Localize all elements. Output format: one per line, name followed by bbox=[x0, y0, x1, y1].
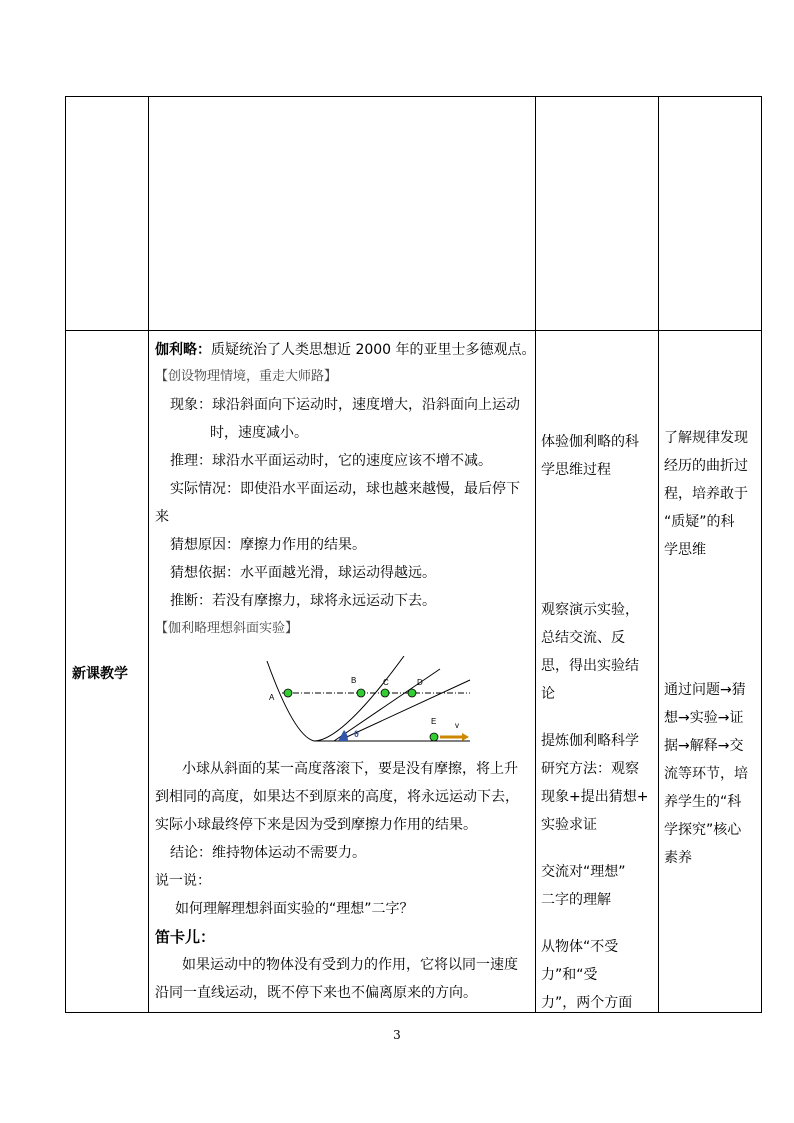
student-activity-text: 体验伽利略的科 bbox=[541, 434, 639, 450]
design-intent-text: 流等环节，培 bbox=[664, 766, 748, 782]
guess-cause-line: 猜想原因：摩擦力作用的结果。 bbox=[170, 537, 366, 553]
descartes-line-2: 沿同一直线运动，既不停下来也不偏离原来的方向。 bbox=[155, 985, 477, 1001]
design-intent-text: 了解规律发现 bbox=[664, 430, 748, 446]
column-divider bbox=[148, 97, 149, 1012]
steep-incline bbox=[314, 656, 404, 741]
phenomenon-line-2: 时，速度减小。 bbox=[210, 425, 308, 441]
label-c: C bbox=[383, 678, 389, 687]
student-activity-text: 实验求证 bbox=[541, 817, 597, 833]
page-number: 3 bbox=[393, 1028, 401, 1042]
column-divider bbox=[535, 97, 536, 1012]
design-intent-text: 经历的曲折过 bbox=[664, 458, 748, 474]
ball-c bbox=[381, 689, 389, 697]
label-theta: θ bbox=[354, 729, 359, 739]
ball-d bbox=[408, 689, 416, 697]
student-activity-text: 提炼伽利略科学 bbox=[541, 733, 639, 749]
design-intent-text: 学思维 bbox=[664, 542, 706, 558]
paragraph-line-2: 到相同的高度，如果达不到原来的高度，将永远运动下去， bbox=[155, 789, 519, 805]
descartes-line-1: 如果运动中的物体没有受到力的作用，它将以同一速度 bbox=[182, 957, 518, 973]
design-intent-text: 程，培养敢于 bbox=[664, 486, 748, 502]
conclusion-line: 结论：维持物体运动不需要力。 bbox=[170, 845, 366, 861]
label-b: B bbox=[351, 676, 357, 685]
design-intent-text: 通过问题→猜 bbox=[664, 682, 746, 698]
label-d: D bbox=[417, 678, 423, 687]
student-activity-text: 论 bbox=[541, 686, 555, 702]
say-question: 如何理解理想斜面实验的“理想”二字？ bbox=[175, 901, 414, 917]
student-activity-text: 观察演示实验， bbox=[541, 602, 639, 618]
column-divider bbox=[658, 97, 659, 1012]
section-label: 新课教学 bbox=[72, 666, 128, 682]
design-intent-text: “质疑”的科 bbox=[664, 514, 735, 530]
student-activity-text: 现象+提出猜想+ bbox=[541, 789, 649, 805]
angle-shading bbox=[338, 730, 348, 741]
student-activity-text: 学思维过程 bbox=[541, 462, 611, 478]
guess-basis-line: 猜想依据：水平面越光滑，球运动得越远。 bbox=[170, 565, 436, 581]
student-activity-text: 总结交流、反 bbox=[541, 630, 625, 646]
design-intent-text: 据→解释→交 bbox=[664, 738, 744, 754]
actual-line-1: 实际情况：即使沿水平面运动，球也越来越慢，最后停下 bbox=[170, 481, 520, 497]
section-bracket-heading: 【伽利略理想斜面实验】 bbox=[155, 621, 299, 636]
student-activity-text: 研究方法：观察 bbox=[541, 761, 639, 777]
section-bracket-heading: 【创设物理情境，重走大师路】 bbox=[155, 369, 338, 384]
galileo-label: 伽利略： bbox=[155, 342, 211, 358]
phenomenon-line-1: 现象：球沿斜面向下运动时，速度增大，沿斜面向上运动 bbox=[170, 397, 520, 413]
student-activity-text: 力”和“受 bbox=[541, 967, 598, 983]
incline-experiment-diagram bbox=[262, 656, 474, 746]
student-activity-text: 从物体“不受 bbox=[541, 939, 619, 955]
label-e: E bbox=[431, 717, 437, 726]
ball-b bbox=[357, 689, 365, 697]
design-intent-text: 养学生的“科 bbox=[664, 794, 742, 810]
descartes-label: 笛卡儿： bbox=[155, 928, 216, 946]
say-label: 说一说： bbox=[155, 873, 211, 889]
ball-e bbox=[430, 733, 438, 741]
paragraph-line-1: 小球从斜面的某一高度落滚下，要是没有摩擦，将上升 bbox=[182, 761, 518, 777]
galileo-text: 质疑统治了人类思想近 2000 年的亚里士多德观点。 bbox=[211, 342, 536, 358]
label-v: v bbox=[455, 721, 459, 730]
actual-line-2: 来 bbox=[155, 509, 169, 525]
galileo-line bbox=[155, 340, 536, 360]
ball-a bbox=[284, 689, 292, 697]
student-activity-text: 交流对“理想” bbox=[541, 864, 626, 880]
paragraph-line-3: 实际小球最终停下来是因为受到摩擦力作用的结果。 bbox=[155, 817, 477, 833]
design-intent-text: 素养 bbox=[664, 850, 692, 866]
row-divider bbox=[66, 330, 761, 331]
velocity-arrow-head bbox=[462, 733, 469, 741]
reasoning-line: 推理：球沿水平面运动时，它的速度应该不增不减。 bbox=[170, 453, 492, 469]
student-activity-text: 思，得出实验结 bbox=[541, 658, 639, 674]
design-intent-text: 想→实验→证 bbox=[664, 710, 744, 726]
design-intent-text: 学探究”核心 bbox=[664, 822, 742, 838]
inference-line: 推断：若没有摩擦力，球将永远运动下去。 bbox=[170, 593, 436, 609]
student-activity-text: 力”，两个方面 bbox=[541, 995, 633, 1011]
student-activity-text: 二字的理解 bbox=[541, 892, 611, 908]
label-a: A bbox=[269, 693, 275, 702]
